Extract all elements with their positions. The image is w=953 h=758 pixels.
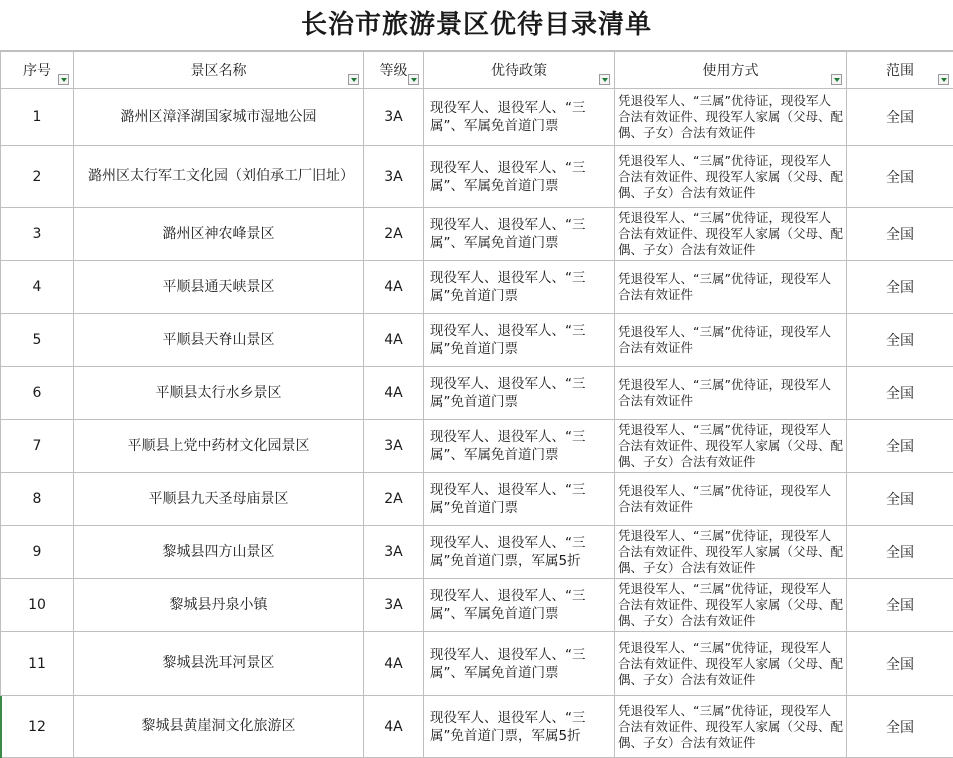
- cell-name[interactable]: 平顺县上党中药材文化园景区: [74, 420, 364, 473]
- table-row: [1, 367, 953, 420]
- cell-policy[interactable]: 现役军人、退役军人、“三属”免首道门票，军属5折: [424, 696, 615, 758]
- cell-grade[interactable]: 3A: [364, 89, 424, 146]
- cell-usage[interactable]: 凭退役军人、“三属”优待证，现役军人合法有效证件、现役军人家属（父母、配偶、子女）合法有效证件: [615, 208, 847, 261]
- cell-scope[interactable]: 全国: [847, 420, 953, 473]
- cell-policy[interactable]: 现役军人、退役军人、“三属”免首道门票: [424, 261, 615, 314]
- cell-name[interactable]: 平顺县太行水乡景区: [74, 367, 364, 420]
- cell-usage[interactable]: 凭退役军人、“三属”优待证，现役军人合法有效证件、现役军人家属（父母、配偶、子女）合法有效证件: [615, 632, 847, 696]
- cell-grade[interactable]: 2A: [364, 473, 424, 526]
- table-row: [1, 526, 953, 579]
- cell-index[interactable]: 1: [1, 89, 74, 146]
- cell-usage[interactable]: 凭退役军人、“三属”优待证，现役军人合法有效证件: [615, 473, 847, 526]
- filter-dropdown-icon[interactable]: [831, 74, 842, 85]
- cell-index[interactable]: 5: [1, 314, 74, 367]
- cell-grade[interactable]: 4A: [364, 261, 424, 314]
- table-row: [1, 208, 953, 261]
- cell-scope[interactable]: 全国: [847, 261, 953, 314]
- table-row: [1, 314, 953, 367]
- cell-name[interactable]: 黎城县丹泉小镇: [74, 579, 364, 632]
- header-row: [1, 52, 953, 89]
- filter-dropdown-icon[interactable]: [348, 74, 359, 85]
- table-row: [1, 473, 953, 526]
- cell-usage[interactable]: 凭退役军人、“三属”优待证，现役军人合法有效证件、现役军人家属（父母、配偶、子女）合法有效证件: [615, 146, 847, 208]
- cell-scope[interactable]: 全国: [847, 89, 953, 146]
- cell-name[interactable]: 黎城县洗耳河景区: [74, 632, 364, 696]
- cell-grade[interactable]: 3A: [364, 420, 424, 473]
- header-policy: 优待政策: [424, 52, 615, 89]
- cell-usage[interactable]: 凭退役军人、“三属”优待证，现役军人合法有效证件、现役军人家属（父母、配偶、子女）合法有效证件: [615, 696, 847, 758]
- cell-grade[interactable]: 3A: [364, 146, 424, 208]
- cell-policy[interactable]: 现役军人、退役军人、“三属”免首道门票: [424, 367, 615, 420]
- filter-dropdown-icon[interactable]: [599, 74, 610, 85]
- cell-name[interactable]: 黎城县黄崖洞文化旅游区: [74, 696, 364, 758]
- cell-policy[interactable]: 现役军人、退役军人、“三属”、军属免首道门票: [424, 208, 615, 261]
- table-row: [1, 696, 953, 758]
- cell-scope[interactable]: 全国: [847, 579, 953, 632]
- cell-index[interactable]: 7: [1, 420, 74, 473]
- cell-policy[interactable]: 现役军人、退役军人、“三属”、军属免首道门票: [424, 579, 615, 632]
- cell-index[interactable]: 6: [1, 367, 74, 420]
- filter-dropdown-icon[interactable]: [408, 74, 419, 85]
- cell-index[interactable]: 8: [1, 473, 74, 526]
- cell-usage[interactable]: 凭退役军人、“三属”优待证，现役军人合法有效证件、现役军人家属（父母、配偶、子女）合法有效证件: [615, 526, 847, 579]
- cell-name[interactable]: 潞州区太行军工文化园（刘伯承工厂旧址）: [74, 146, 364, 208]
- cell-policy[interactable]: 现役军人、退役军人、“三属”、军属免首道门票: [424, 420, 615, 473]
- table-row: [1, 420, 953, 473]
- cell-grade[interactable]: 4A: [364, 314, 424, 367]
- active-row-marker: [0, 696, 2, 758]
- cell-scope[interactable]: 全国: [847, 208, 953, 261]
- cell-name[interactable]: 平顺县通天峡景区: [74, 261, 364, 314]
- table-row: [1, 579, 953, 632]
- cell-name[interactable]: 潞州区漳泽湖国家城市湿地公园: [74, 89, 364, 146]
- cell-usage[interactable]: 凭退役军人、“三属”优待证，现役军人合法有效证件: [615, 314, 847, 367]
- table-row: [1, 146, 953, 208]
- cell-policy[interactable]: 现役军人、退役军人、“三属”免首道门票: [424, 473, 615, 526]
- cell-policy[interactable]: 现役军人、退役军人、“三属”、军属免首道门票: [424, 89, 615, 146]
- cell-scope[interactable]: 全国: [847, 696, 953, 758]
- cell-scope[interactable]: 全国: [847, 146, 953, 208]
- cell-name[interactable]: 潞州区神农峰景区: [74, 208, 364, 261]
- offers-table: [0, 51, 953, 758]
- header-usage: 使用方式: [615, 52, 847, 89]
- cell-grade[interactable]: 4A: [364, 632, 424, 696]
- sheet-title: 长治市旅游景区优待目录清单: [0, 0, 953, 51]
- header-grade: 等级: [364, 52, 424, 89]
- header-index: 序号: [1, 52, 74, 89]
- table-row: [1, 89, 953, 146]
- cell-grade[interactable]: 4A: [364, 367, 424, 420]
- cell-scope[interactable]: 全国: [847, 367, 953, 420]
- filter-dropdown-icon[interactable]: [938, 74, 949, 85]
- table-row: [1, 632, 953, 696]
- cell-grade[interactable]: 3A: [364, 579, 424, 632]
- cell-scope[interactable]: 全国: [847, 473, 953, 526]
- cell-scope[interactable]: 全国: [847, 526, 953, 579]
- cell-name[interactable]: 黎城县四方山景区: [74, 526, 364, 579]
- header-scope: 范围: [847, 52, 953, 89]
- cell-index[interactable]: 2: [1, 146, 74, 208]
- cell-scope[interactable]: 全国: [847, 632, 953, 696]
- cell-policy[interactable]: 现役军人、退役军人、“三属”免首道门票: [424, 314, 615, 367]
- cell-usage[interactable]: 凭退役军人、“三属”优待证，现役军人合法有效证件: [615, 261, 847, 314]
- cell-index[interactable]: 12: [1, 696, 74, 758]
- cell-name[interactable]: 平顺县九天圣母庙景区: [74, 473, 364, 526]
- cell-grade[interactable]: 4A: [364, 696, 424, 758]
- cell-grade[interactable]: 2A: [364, 208, 424, 261]
- table-row: [1, 261, 953, 314]
- cell-usage[interactable]: 凭退役军人、“三属”优待证，现役军人合法有效证件、现役军人家属（父母、配偶、子女）合法有效证件: [615, 579, 847, 632]
- cell-scope[interactable]: 全国: [847, 314, 953, 367]
- cell-name[interactable]: 平顺县天脊山景区: [74, 314, 364, 367]
- cell-index[interactable]: 9: [1, 526, 74, 579]
- cell-policy[interactable]: 现役军人、退役军人、“三属”免首道门票，军属5折: [424, 526, 615, 579]
- cell-policy[interactable]: 现役军人、退役军人、“三属”、军属免首道门票: [424, 632, 615, 696]
- cell-index[interactable]: 11: [1, 632, 74, 696]
- header-name: 景区名称: [74, 52, 364, 89]
- cell-usage[interactable]: 凭退役军人、“三属”优待证，现役军人合法有效证件、现役军人家属（父母、配偶、子女）合法有效证件: [615, 89, 847, 146]
- cell-index[interactable]: 10: [1, 579, 74, 632]
- filter-dropdown-icon[interactable]: [58, 74, 69, 85]
- cell-usage[interactable]: 凭退役军人、“三属”优待证，现役军人合法有效证件: [615, 367, 847, 420]
- cell-policy[interactable]: 现役军人、退役军人、“三属”、军属免首道门票: [424, 146, 615, 208]
- cell-index[interactable]: 4: [1, 261, 74, 314]
- cell-index[interactable]: 3: [1, 208, 74, 261]
- cell-usage[interactable]: 凭退役军人、“三属”优待证，现役军人合法有效证件、现役军人家属（父母、配偶、子女）合法有效证件: [615, 420, 847, 473]
- cell-grade[interactable]: 3A: [364, 526, 424, 579]
